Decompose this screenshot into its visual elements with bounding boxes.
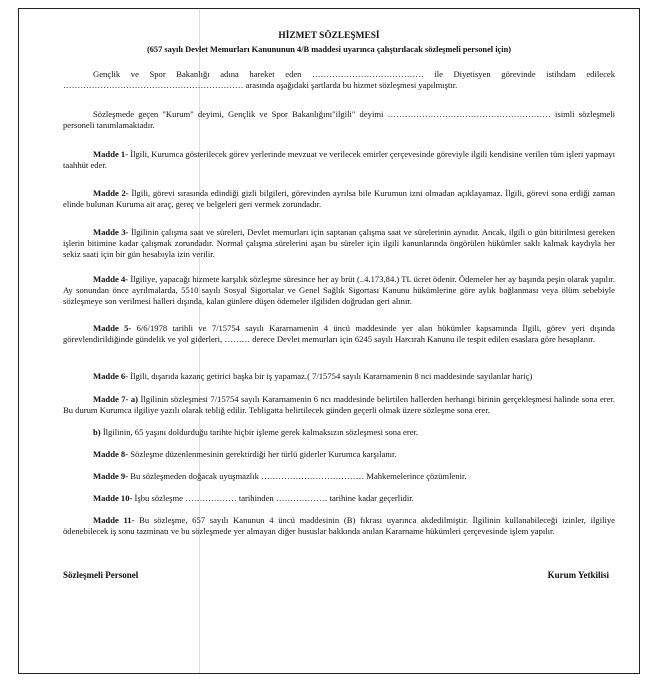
article-6 <box>63 371 615 382</box>
article-label: Madde 5- <box>93 323 132 333</box>
article-7a <box>63 394 615 416</box>
article-4 <box>63 274 615 308</box>
article-label: Madde 9- <box>93 471 129 481</box>
article-8 <box>63 449 615 460</box>
article-7b <box>63 427 615 438</box>
article-text: İlgili, görevi sırasında edindiği gizli bilgileri, görevinden ayrılsa bile Kurumun izni olmadan açıklayamaz. İlgili, görevi sona erdiği zaman elinde bulunan Kuruma ait araç, gereç ve belgeleri geri vermek zorundadır. <box>63 188 616 210</box>
article-label: Madde 10- <box>93 493 133 503</box>
article-label: Madde 11- <box>93 515 135 525</box>
article-label: Madde 1- <box>93 149 129 159</box>
article-5 <box>63 323 615 345</box>
article-9 <box>63 471 615 482</box>
article-text: İlgilinin, 65 yaşını doldurduğu tarihte hiçbir işleme gerek kalmaksızın sözleşmesi sona erer. <box>102 427 419 437</box>
article-1 <box>63 149 615 171</box>
article-label: Madde 8- <box>93 449 129 459</box>
article-2 <box>63 188 615 210</box>
article-label: b) <box>93 427 101 437</box>
article-text: İlgili, Kurumca gösterilecek görev yerlerinde mevzuat ve verilecek emirler çerçevesinde göreviyle ilgili kendisine verilen tüm işleri yapmayı taahhüt eder. <box>63 149 616 171</box>
document-subtitle: (657 sayılı Devlet Memurları Kanununun 4/B maddesi uyarınca çalıştırılacak sözleşmeli personel için) <box>146 45 512 54</box>
article-text: Sözleşme düzenlenmesinin gerektirdiği her türlü giderler Kurumca karşılanır. <box>130 449 397 459</box>
article-text: Bu sözleşme, 657 sayılı Kanunun 4 üncü maddesinin (B) fıkrası uyarınca akdedilmiştir. İlgilinin kullanabileceği izinler, ilgiliye ödenebilecek iş sonu tazminatı ve bu sözleşmede yer almayan diğer hususlar hakkında anılan Kararname hükümleri çerçevesinde işlem yapılır. <box>63 515 615 537</box>
article-10 <box>63 493 615 504</box>
article-label: Madde 3- <box>93 227 129 237</box>
article-text: Bu sözleşmeden doğacak uyuşmazlık ……………………………… Mahkemelerince çözümlenir. <box>130 471 467 481</box>
article-text: İlgilinin sözleşmesi 7/15754 sayılı Kararnamenin 6 ncı maddesinde belirtilen hallerden herhangi birinin gerçekleşmesi halinde sona erer. Bu durum Kurumca ilgiliye yazılı olarak tebliğ edilir. Tebligatta belirtilecek günden geçerli olmak üzere sözleşme sona erer. <box>63 394 616 416</box>
signature-authority: Kurum Yetkilisi <box>547 570 609 580</box>
article-11 <box>63 515 615 537</box>
document-title: HİZMET SÖZLEŞMESİ <box>278 31 380 41</box>
article-label: Madde 4- <box>93 274 129 284</box>
contract-document <box>18 8 640 674</box>
article-label: Madde 6- <box>93 371 129 381</box>
article-label: Madde 7- a) <box>93 394 139 404</box>
article-text: 6/6/1978 tarihli ve 7/15754 sayılı Kararnamenin 4 üncü maddesinde yer alan hükümler kapsamında İlgili, görev yeri dışında görevlendirildiğinde gündelik ve yol giderleri, ……… derece Devlet memurları için 6245 sayılı Harcırah Kanunu ile tespit edilen esaslara göre hesaplanır. <box>63 323 615 345</box>
article-text: İlgilinin çalışma saat ve süreleri, Devlet memurları için saptanan çalışma saat ve sürelerinin aynıdır. Ancak, ilgili o gün bitirilmesi gereken işlerin bitimine kadar çalışmak zorundadır. Normal çalışma sürelerini aşan bu süreler için ilgili kanunlarında öngörülen hükümler saklı kalmak kaydıyla her sekiz saati için bir gün hesabıyla izin verilir. <box>63 227 615 260</box>
intro-paragraph-1: Gençlik ve Spor Bakanlığı adına hareket eden ………………………………… ile Diyetisyen görevinde istihdam edilecek ……………………………………………………… arasında aşağıdaki şartlarda bu hizmet sözleşmesi yapılmıştır. <box>63 69 615 91</box>
article-text: İlgiliye, yapacağı hizmete karşılık sözleşme süresince her ay brüt (..4.173,84.) TL ücret ödenir. Ödemeler her ay başında peşin olarak yapılır. Ay sonundan önce ayrılmalarda, 5510 sayılı Sosyal Sigortalar ve Genel Sağlık Sigortası Kanunu hükümlerine göre aylık bağlanması veya ölüm sebebiyle sözleşmeye son verilmesi halleri dışında, kalan günlere düşen ödemeler ilgiliden doğrudan geri alınır. <box>63 274 615 307</box>
article-3 <box>63 227 615 261</box>
article-text: İlgili, dışarıda kazanç getirici başka bir iş yapamaz.( 7/15754 sayılı Kararnamenin 8 nci maddesinde sayılanlar hariç) <box>130 371 533 381</box>
article-text: İşbu sözleşme ……………… tarihinden ……………… tarihine kadar geçerlidir. <box>134 493 414 503</box>
intro-paragraph-2: Sözleşmede geçen "Kurum" deyimi, Gençlik ve Spor Bakanlığını"ilgili" deyimi ………………………………………………… isimli sözleşmeli personeli tanımlamaktadır. <box>63 109 615 131</box>
signature-personnel: Sözleşmeli Personel <box>63 570 139 580</box>
article-label: Madde 2- <box>93 188 129 198</box>
